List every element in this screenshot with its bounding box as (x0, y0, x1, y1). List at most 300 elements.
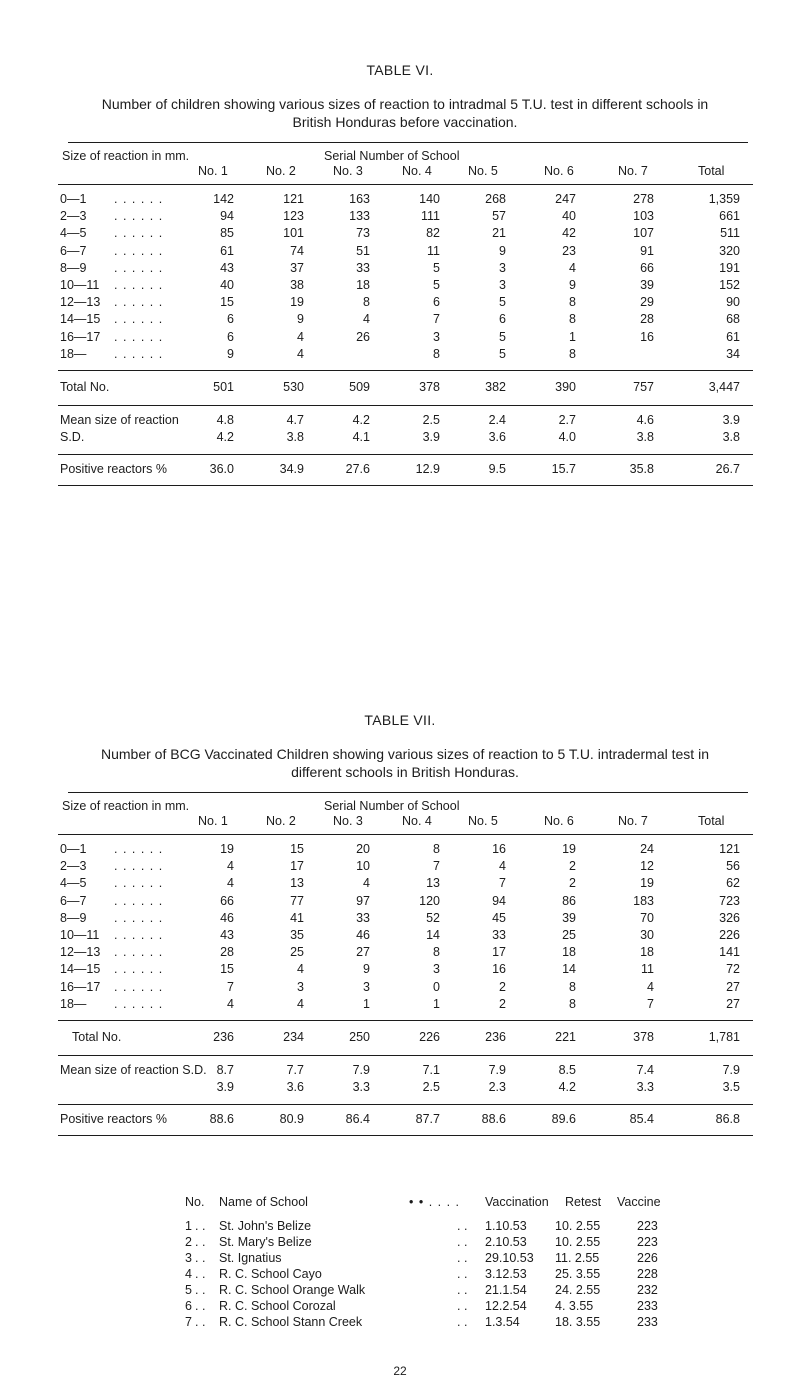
table-cell: 4 (227, 996, 234, 1011)
legend-row: 3 St. Ignatius 29.10.53 11. 2.55 226 . . . . (185, 1251, 658, 1265)
table-cell: 1 (433, 996, 440, 1011)
mean-label: Mean size of reaction S.D. (60, 1063, 207, 1077)
table-cell: 3.3 (636, 1080, 654, 1094)
table-cell: 8 (569, 979, 576, 994)
retest-date: 24. 2.55 (555, 1283, 601, 1297)
table-cell: 70 (640, 910, 654, 925)
table-cell: 36.0 (209, 462, 234, 476)
legend-row: 7 R. C. School Stann Creek 1.3.54 18. 3.55 233 . . . . (185, 1315, 658, 1329)
table-row: 10—11 . . . . . . 40 38 18 5 3 9 39 152 (60, 278, 740, 292)
vaccination-date: 1.3.54 (485, 1315, 520, 1329)
table-cell: 52 (426, 910, 440, 925)
row-label: 4—5 (60, 876, 87, 891)
table-cell: 3 (499, 278, 506, 292)
table-cell: 10 (356, 859, 370, 874)
table-cell: 2.3 (488, 1080, 506, 1094)
table7-caption-line2: different schools in British Honduras. (291, 764, 519, 780)
table-row: 14—15 . . . . . . 6 9 4 7 6 8 28 68 (60, 312, 740, 327)
table-cell: 33 (356, 260, 370, 275)
table-cell: 3.6 (488, 430, 506, 444)
table-cell: 3.8 (286, 430, 304, 444)
table-cell: 120 (419, 893, 440, 908)
row-label: 16—17 (60, 329, 101, 344)
table-cell: 7.4 (636, 1063, 654, 1077)
legend-header: No. Name of School • • . . . . Vaccination Retest Vaccine (185, 1195, 661, 1209)
table-cell: 12 (640, 859, 654, 874)
table-cell: 121 (719, 842, 740, 856)
table6-body-rule (58, 370, 753, 371)
sd-label: S.D. (60, 430, 85, 444)
table-row: 12—13 . . . . . . 28 25 27 8 17 18 18 141 (60, 945, 740, 960)
row-label: 12—13 (60, 945, 101, 960)
table-cell: 7 (499, 876, 506, 891)
table-cell: 2.4 (488, 413, 506, 427)
table-cell: 23 (562, 243, 576, 258)
table-cell: 21 (492, 226, 506, 241)
table-cell: 9.5 (488, 462, 506, 476)
table-cell: 163 (349, 192, 370, 206)
table-cell: 94 (220, 209, 234, 224)
legend-row: 4 R. C. School Cayo 3.12.53 25. 3.55 228 . . . . (185, 1267, 658, 1281)
table-cell: 18 (562, 945, 576, 960)
table-cell: 4.2 (216, 430, 234, 444)
table6-positive-row (58, 462, 753, 478)
school-no: 1 (185, 1219, 192, 1233)
table-cell: 46 (356, 928, 370, 942)
retest-date: 10. 2.55 (555, 1235, 601, 1249)
table-cell: 90 (726, 295, 740, 310)
table-cell: 8.7 (216, 1063, 234, 1077)
table-cell: 4.2 (352, 413, 370, 427)
table-cell: 86 (562, 893, 576, 908)
table-cell: 4 (297, 346, 304, 361)
table7-stats-rule (58, 1104, 753, 1105)
table-cell: 326 (719, 910, 740, 925)
table-cell: 19 (640, 876, 654, 891)
table-cell: 268 (485, 192, 506, 206)
table-row: 2—3 . . . . . . 94 123 133 111 57 40 103 661 (60, 209, 740, 224)
table-cell: 501 (213, 380, 234, 394)
table-cell: 121 (283, 192, 304, 206)
table-cell: 2.5 (422, 413, 440, 427)
table-cell: 0 (433, 979, 440, 994)
table-cell: 278 (633, 192, 654, 206)
table-cell: 8 (363, 295, 370, 310)
table-row: 4—5 . . . . . . 85 101 73 82 21 42 107 511 (60, 226, 740, 241)
table-cell: 27 (726, 996, 740, 1011)
table6-total-rule (58, 405, 753, 406)
table-cell: 35 (290, 928, 304, 942)
table7-mean-row (58, 1063, 753, 1079)
table-cell: 3.3 (352, 1080, 370, 1094)
table-row: 14—15 . . . . . . 15 4 9 3 16 14 11 72 (60, 962, 740, 977)
row-label: 18— (60, 996, 87, 1011)
table-cell: 62 (726, 876, 740, 891)
table-cell: 8 (433, 842, 440, 856)
table-cell: 73 (356, 226, 370, 241)
school-name: St. Mary's Belize (219, 1235, 312, 1249)
retest-date: 25. 3.55 (555, 1267, 601, 1281)
table-cell: 7 (433, 312, 440, 327)
table-cell: 27 (726, 979, 740, 994)
table-cell: 38 (290, 278, 304, 292)
school-no: 7 (185, 1315, 192, 1329)
vaccine-batch: 223 (637, 1219, 658, 1233)
table6-column-headers (58, 164, 753, 180)
retest-date: 11. 2.55 (555, 1251, 600, 1265)
legend-header-vaccine: Vaccine (617, 1195, 661, 1209)
table-cell: 320 (719, 243, 740, 258)
row-label: 14—15 (60, 312, 101, 327)
table-cell: 2 (499, 979, 506, 994)
table-row: 8—9 . . . . . . 46 41 33 52 45 39 70 326 (60, 910, 740, 925)
table-cell: 183 (633, 893, 654, 908)
table-cell: 3.5 (722, 1080, 740, 1094)
row-label: 18— (60, 346, 87, 361)
table-cell: 87.7 (415, 1112, 440, 1126)
table-cell: 191 (719, 260, 740, 275)
table-cell: 41 (290, 910, 304, 925)
table-cell: 56 (726, 859, 740, 874)
table-cell: 26.7 (715, 462, 740, 476)
table-cell: 33 (492, 928, 506, 942)
col-header: No. 5 (468, 814, 498, 828)
row-label: 14—15 (60, 962, 101, 977)
school-name: R. C. School Cayo (219, 1267, 322, 1281)
table6-caption (100, 95, 710, 131)
table-cell: 6 (227, 329, 234, 344)
table-cell: 390 (555, 380, 576, 394)
col-header: No. 7 (618, 164, 648, 178)
table-cell: 33 (356, 910, 370, 925)
vaccine-batch: 233 (637, 1299, 658, 1313)
school-name: R. C. School Stann Creek (219, 1315, 363, 1329)
table-cell: 3 (433, 329, 440, 344)
table-cell: 34 (726, 346, 740, 361)
table-cell: 30 (640, 928, 654, 942)
table-cell: 68 (726, 312, 740, 327)
table7-total-row (58, 1030, 753, 1046)
table-cell: 27.6 (345, 462, 370, 476)
table-cell: 19 (290, 295, 304, 310)
total-label: Total No. (60, 380, 110, 394)
row-label: 6—7 (60, 243, 87, 258)
table-cell: 8 (569, 346, 576, 361)
school-name: St. Ignatius (219, 1251, 282, 1265)
table-cell: 6 (433, 295, 440, 310)
table-cell: 378 (419, 380, 440, 394)
table-cell: 4 (363, 312, 370, 327)
table-cell: 382 (485, 380, 506, 394)
table-cell: 85.4 (629, 1112, 654, 1126)
table-cell: 236 (213, 1030, 234, 1044)
table-cell: 1,359 (708, 192, 740, 206)
table-cell: 511 (720, 226, 740, 241)
retest-date: 10. 2.55 (555, 1219, 601, 1233)
school-name: R. C. School Corozal (219, 1299, 336, 1313)
table-cell: 7.7 (286, 1063, 304, 1077)
table-cell: 16 (492, 962, 506, 977)
table-cell: 43 (220, 260, 234, 275)
table-cell: 8 (569, 295, 576, 310)
school-no: 3 (185, 1251, 192, 1265)
table-cell: 7.9 (352, 1063, 370, 1077)
table-cell: 3.9 (722, 413, 740, 427)
col-header: No. 4 (402, 164, 432, 178)
table-row: 16—17 . . . . . . 7 3 3 0 2 8 4 27 (60, 979, 740, 994)
table-row: 4—5 . . . . . . 4 13 4 13 7 2 19 62 (60, 876, 740, 891)
table-row: 6—7 . . . . . . 61 74 51 11 9 23 91 320 (60, 243, 740, 258)
table-cell: 247 (555, 192, 576, 206)
row-label: 0—1 (60, 192, 87, 206)
table-cell: 40 (562, 209, 576, 224)
table-row: 16—17 . . . . . . 6 4 26 3 5 1 16 61 (60, 329, 740, 344)
table-cell: 378 (633, 1030, 654, 1044)
table-cell: 7 (227, 979, 234, 994)
legend-header-no: No. (185, 1195, 205, 1209)
vaccine-batch: 228 (637, 1267, 658, 1281)
table-cell: 1,781 (708, 1030, 740, 1044)
legend-row: 1 St. John's Belize 1.10.53 10. 2.55 223 . . . . (185, 1219, 658, 1233)
table6-header-rule (58, 184, 753, 185)
table-cell: 3.8 (722, 430, 740, 444)
vaccination-date: 2.10.53 (485, 1235, 527, 1249)
col-header: No. 5 (468, 164, 498, 178)
legend-header-retest: Retest (565, 1195, 602, 1209)
table7-title: TABLE VII. (364, 712, 436, 728)
table-cell: 80.9 (279, 1112, 304, 1126)
table-cell: 2 (499, 996, 506, 1011)
table-cell: 11 (641, 962, 654, 977)
col-header: Total (698, 814, 725, 828)
table-cell: 7 (647, 996, 654, 1011)
table-cell: 15 (290, 842, 304, 856)
table-cell: 24 (640, 842, 654, 856)
table-cell: 72 (726, 962, 740, 977)
table-cell: 4.2 (558, 1080, 576, 1094)
legend-header-vaccination: Vaccination (485, 1195, 549, 1209)
table-cell: 4 (297, 996, 304, 1011)
table-cell: 7.9 (488, 1063, 506, 1077)
row-label: 0—1 (60, 842, 87, 856)
table-cell: 57 (492, 209, 506, 224)
table-cell: 4 (499, 859, 506, 874)
col-header: No. 3 (333, 164, 363, 178)
table-cell: 226 (719, 928, 740, 942)
vaccination-date: 3.12.53 (485, 1267, 527, 1281)
table-cell: 14 (426, 928, 440, 942)
table7-group-header: Serial Number of School (324, 799, 460, 813)
table-cell: 3,447 (708, 380, 740, 394)
table-cell: 4 (363, 876, 370, 891)
table-cell: 9 (363, 962, 370, 977)
table6-sd-row (58, 430, 753, 446)
table-cell: 4 (569, 260, 576, 275)
table7-bottom-rule (58, 1135, 753, 1136)
table-cell: 140 (419, 192, 440, 206)
positive-label: Positive reactors % (60, 1112, 167, 1126)
table6-stats-rule (58, 454, 753, 455)
table-cell: 11 (427, 243, 440, 258)
table-cell: 16 (640, 329, 654, 344)
table-cell: 77 (290, 893, 304, 908)
col-header: No. 3 (333, 814, 363, 828)
table6-total-row (58, 380, 753, 396)
table-cell: 4.6 (636, 413, 654, 427)
table-cell: 530 (283, 380, 304, 394)
table-cell: 141 (719, 945, 740, 960)
table-cell: 103 (633, 209, 654, 224)
table-cell: 18 (640, 945, 654, 960)
table-cell: 7.9 (722, 1063, 740, 1077)
table7-column-headers (58, 814, 753, 830)
table7-body-rule (58, 1020, 753, 1021)
table-cell: 2 (569, 876, 576, 891)
table-cell: 15 (220, 962, 234, 977)
table-cell: 4 (227, 876, 234, 891)
row-label: 2—3 (60, 859, 87, 874)
table-cell: 107 (633, 226, 654, 241)
row-label: 8—9 (60, 910, 87, 925)
table-cell: 45 (492, 910, 506, 925)
table-cell: 142 (213, 192, 234, 206)
table-cell: 17 (492, 945, 506, 960)
table-cell: 221 (555, 1030, 576, 1044)
table6-caption-line2: British Honduras before vaccination. (292, 114, 518, 130)
table7-sd-row (58, 1080, 753, 1096)
table-cell: 29 (640, 295, 654, 310)
legend-header-name: Name of School (219, 1195, 308, 1209)
table-cell: 5 (433, 260, 440, 275)
col-header: No. 6 (544, 814, 574, 828)
table-cell: 3.8 (636, 430, 654, 444)
vaccination-date: 21.1.54 (485, 1283, 527, 1297)
school-no: 5 (185, 1283, 192, 1297)
table-cell: 66 (640, 260, 654, 275)
table-cell: 15.7 (551, 462, 576, 476)
table-row: 12—13 . . . . . . 15 19 8 6 5 8 29 90 (60, 295, 740, 310)
table-cell: 4.0 (558, 430, 576, 444)
table-cell: 15 (220, 295, 234, 310)
table-cell: 19 (220, 842, 234, 856)
table6-group-header: Serial Number of School (324, 149, 460, 163)
table-cell: 509 (349, 380, 370, 394)
table-cell: 16 (492, 842, 506, 856)
col-header: No. 1 (198, 814, 228, 828)
table-row: 2—3 . . . . . . 4 17 10 7 4 2 12 56 (60, 859, 740, 874)
table-cell: 86.4 (345, 1112, 370, 1126)
table-cell: 3.9 (216, 1080, 234, 1094)
table-cell: 13 (426, 876, 440, 891)
table-cell: 82 (426, 226, 440, 241)
table6-mean-row (58, 413, 753, 429)
table-cell: 13 (290, 876, 304, 891)
table-cell: 9 (499, 243, 506, 258)
table-cell: 40 (220, 278, 234, 292)
table-cell: 101 (283, 226, 304, 241)
row-label: 2—3 (60, 209, 87, 224)
table-cell: 20 (356, 842, 370, 856)
table7-positive-row (58, 1112, 753, 1128)
table-cell: 34.9 (279, 462, 304, 476)
vaccination-date: 12.2.54 (485, 1299, 527, 1313)
table-cell: 8 (569, 996, 576, 1011)
table-cell: 2.7 (558, 413, 576, 427)
table-cell: 12.9 (415, 462, 440, 476)
table-cell: 8 (433, 945, 440, 960)
table7-caption-line1: Number of BCG Vaccinated Children showing various sizes of reaction to 5 T.U. intradermal test in (101, 746, 709, 762)
table-cell: 5 (499, 329, 506, 344)
table-cell: 3.9 (422, 430, 440, 444)
col-header: No. 1 (198, 164, 228, 178)
table-cell: 17 (290, 859, 304, 874)
col-header: No. 2 (266, 814, 296, 828)
table-cell: 18 (356, 278, 370, 292)
row-label: 16—17 (60, 979, 101, 994)
table6-caption-line1: Number of children showing various sizes of reaction to intradmal 5 T.U. test in different schools in (101, 96, 709, 112)
table-cell: 39 (640, 278, 654, 292)
table-cell: 4.7 (286, 413, 304, 427)
table-cell: 5 (433, 278, 440, 292)
table-cell: 123 (283, 209, 304, 224)
table-cell: 5 (499, 346, 506, 361)
table-cell: 66 (220, 893, 234, 908)
retest-date: 18. 3.55 (555, 1315, 601, 1329)
row-label: 6—7 (60, 893, 87, 908)
table-cell: 61 (726, 329, 740, 344)
table-cell: 133 (349, 209, 370, 224)
table-cell: 9 (297, 312, 304, 327)
mean-label: Mean size of reaction (60, 413, 179, 427)
table6-title: TABLE VI. (366, 62, 434, 78)
table-cell: 74 (290, 243, 304, 258)
table-cell: 6 (499, 312, 506, 327)
table-cell: 86.8 (715, 1112, 740, 1126)
table-cell: 4 (647, 979, 654, 994)
table-cell: 94 (492, 893, 506, 908)
total-label: Total No. (72, 1030, 122, 1044)
table-cell: 4 (297, 329, 304, 344)
table-cell: 4 (297, 962, 304, 977)
table-cell: 1 (363, 996, 370, 1011)
table-cell: 3 (433, 962, 440, 977)
table-cell: 25 (290, 945, 304, 960)
table-cell: 91 (640, 243, 654, 258)
table-cell: 2.5 (422, 1080, 440, 1094)
table7-size-header: Size of reaction in mm. (62, 799, 190, 813)
table-cell: 3 (297, 979, 304, 994)
table-cell: 14 (562, 962, 576, 977)
table-row: 6—7 . . . . . . 66 77 97 120 94 86 183 723 (60, 893, 740, 908)
table-cell: 88.6 (481, 1112, 506, 1126)
table6-size-header: Size of reaction in mm. (62, 149, 190, 163)
table-cell: 226 (419, 1030, 440, 1044)
table-cell: 85 (220, 226, 234, 241)
row-label: 10—11 (60, 278, 100, 292)
table-cell: 43 (220, 928, 234, 942)
table-cell: 4 (227, 859, 234, 874)
col-header: No. 2 (266, 164, 296, 178)
table-row: 18— . . . . . . 9 4 8 5 8 34 (60, 346, 740, 361)
table-cell: 7 (433, 859, 440, 874)
vaccination-date: 1.10.53 (485, 1219, 527, 1233)
row-label: 4—5 (60, 226, 87, 241)
table-row: 8—9 . . . . . . 43 37 33 5 3 4 66 191 (60, 260, 740, 275)
school-no: 4 (185, 1267, 192, 1281)
table-cell: 152 (719, 278, 740, 292)
table7-total-rule (58, 1055, 753, 1056)
row-label: 10—11 (60, 928, 100, 942)
